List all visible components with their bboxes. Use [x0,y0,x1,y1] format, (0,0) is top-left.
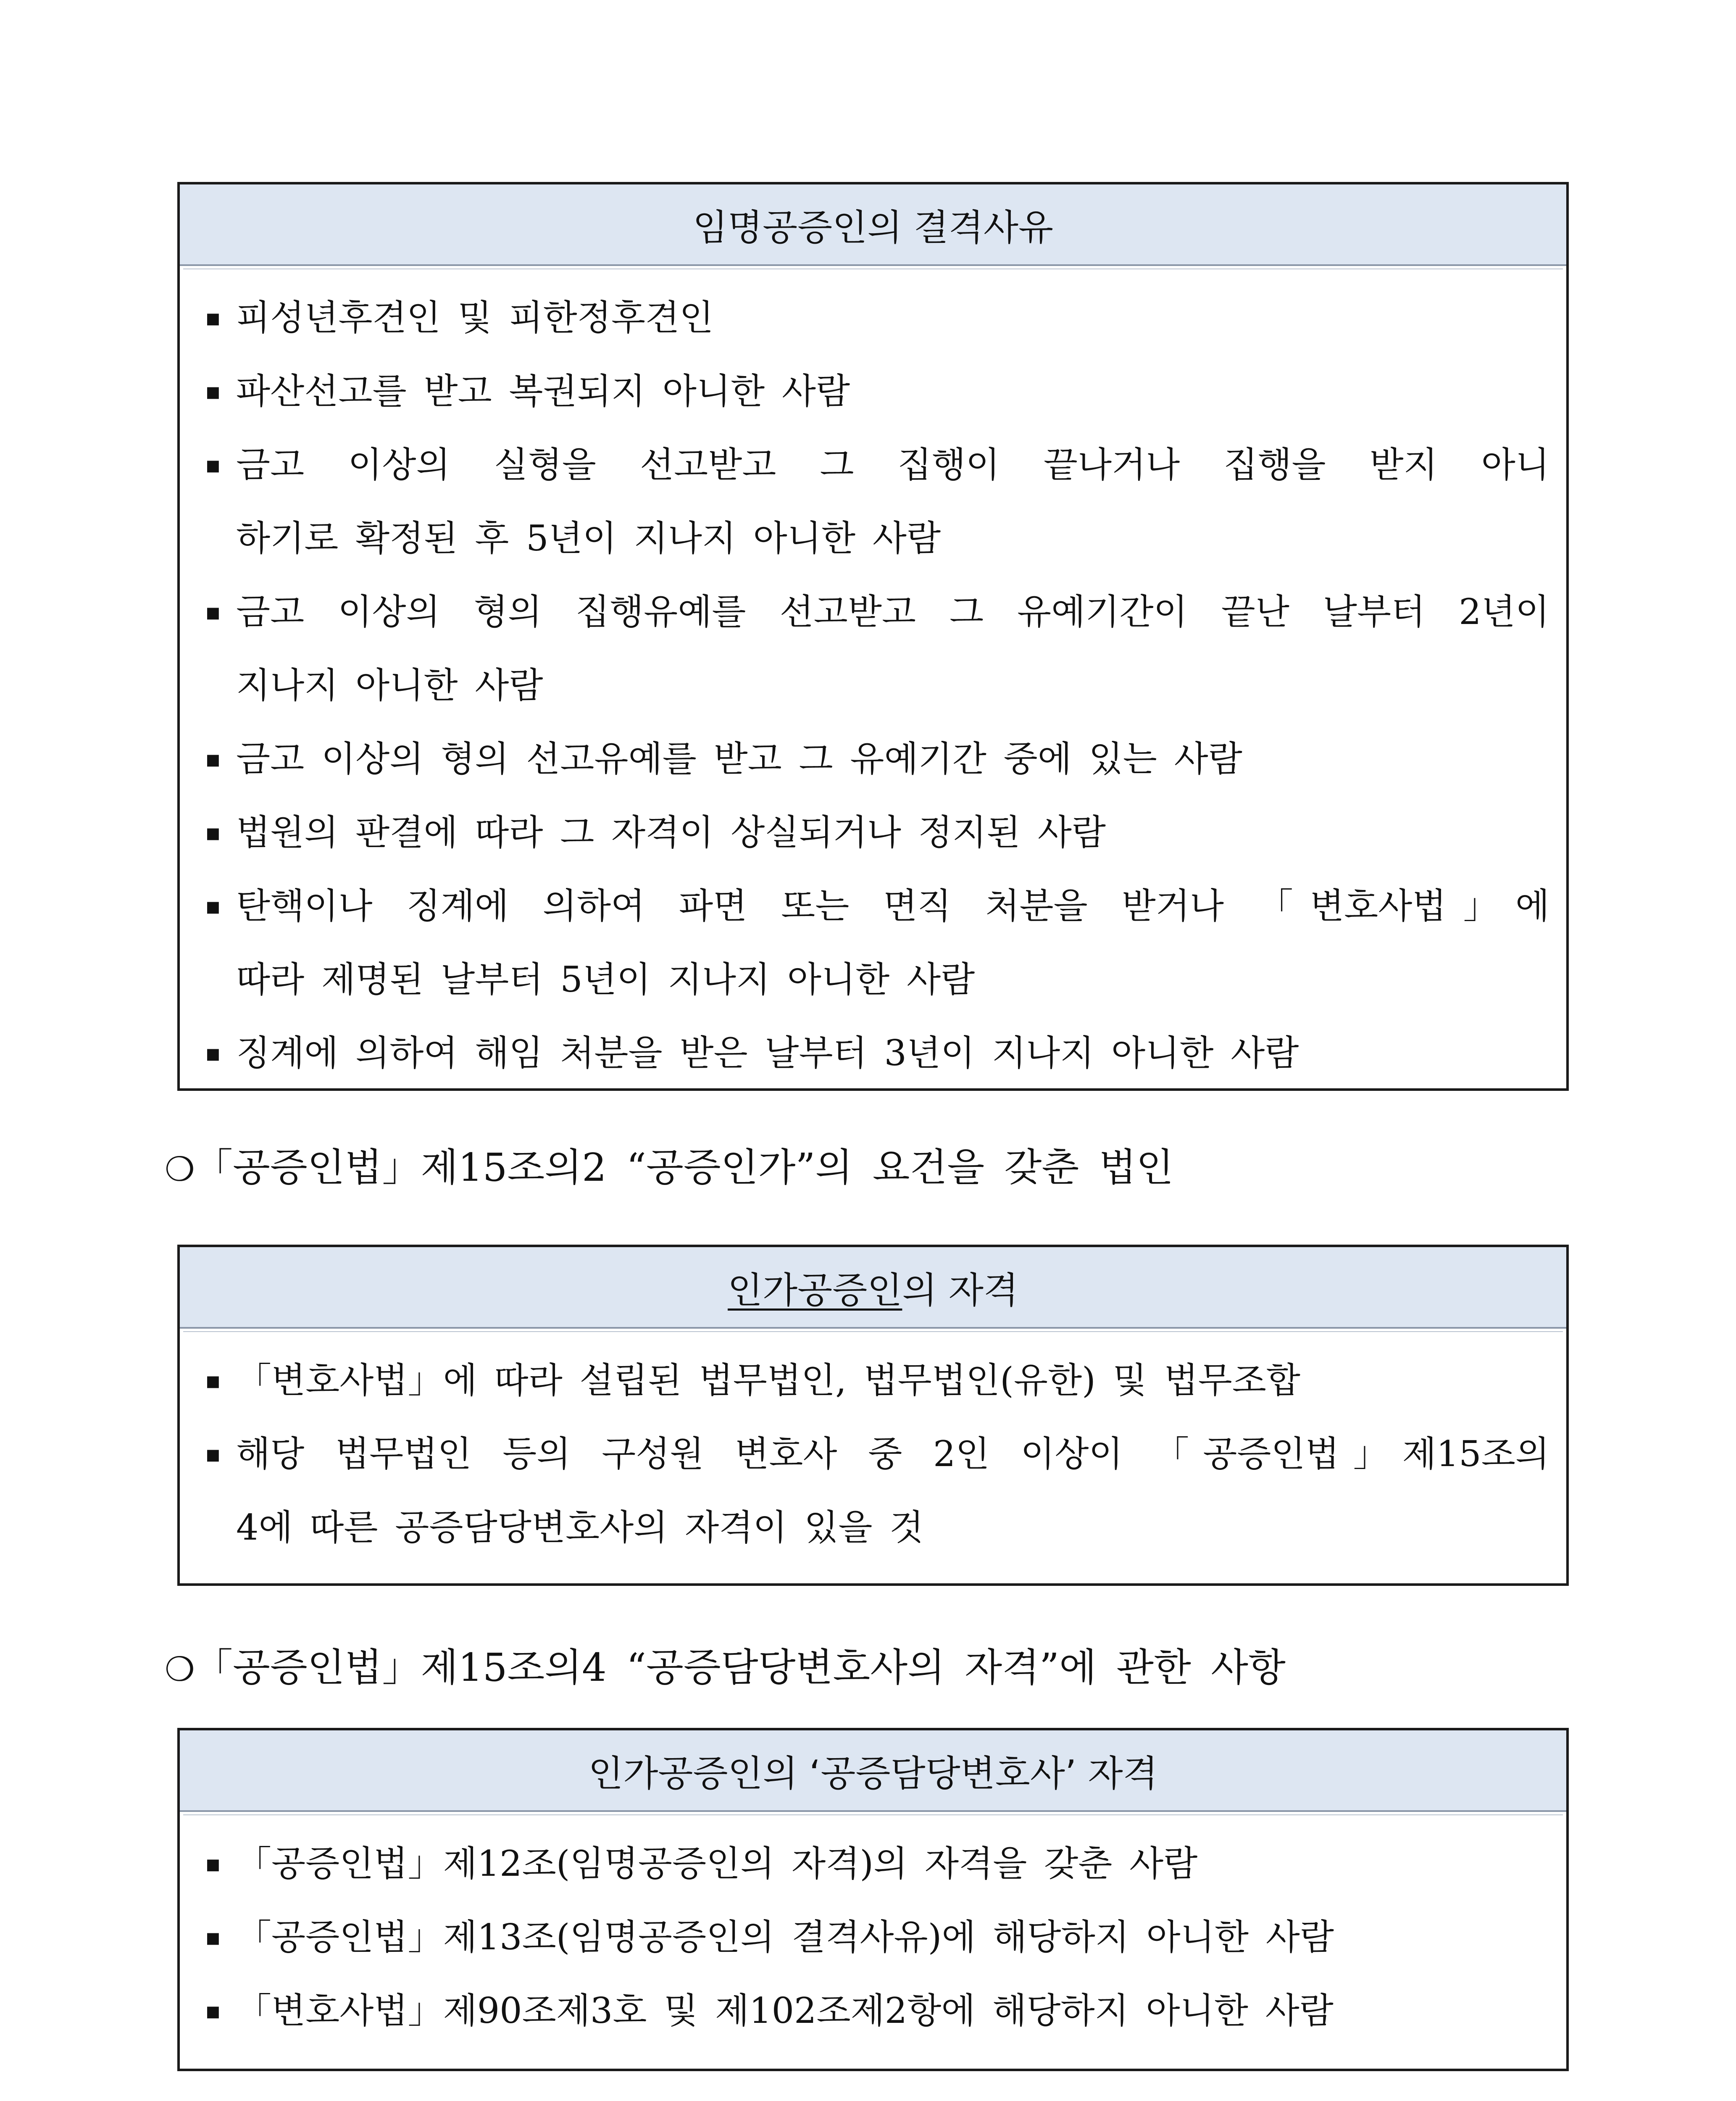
circle-bullet-icon: ❍ [165,1650,195,1689]
bullet-icon: ▪ [205,598,221,626]
list-item [205,1827,1549,1901]
list-item [205,1974,1549,2048]
bullet-icon: ▪ [205,451,221,479]
list-item [205,355,1549,428]
list-item-text: 금고 이상의 형의 집행유예를 선고받고 그 유예기간이 끝난 날부터 2년이 [236,591,1549,632]
list-item [205,281,1549,355]
notary-lawyer-list [180,1812,1566,2048]
qualification-list [180,1329,1566,1564]
list-item-text: 「공증인법」제13조(임명공증인의 결격사유)에 해당하지 아니한 사람 [236,1917,1334,1958]
section-paragraph-2-text: 「공증인법」제15조의4 “공증담당변호사의 자격”에 관한 사항 [194,1645,1286,1690]
list-item-text: 금고 이상의 실형을 선고받고 그 집행이 끝나거나 집행을 받지 아니 [236,444,1549,485]
bullet-icon: ▪ [205,745,221,773]
circle-bullet-icon: ❍ [165,1150,195,1189]
list-item [205,1417,1549,1564]
bullet-icon: ▪ [205,1924,221,1951]
list-item [205,428,1549,575]
disqualification-box [177,182,1569,1091]
list-item-text: 법원의 판결에 따라 그 자격이 상실되거나 정지된 사람 [236,812,1106,853]
list-item-text: 「공증인법」제12조(임명공증인의 자격)의 자격을 갖춘 사람 [236,1843,1198,1884]
list-item-text: 금고 이상의 형의 선고유예를 받고 그 유예기간 중에 있는 사람 [236,738,1242,779]
list-item-text: 하기로 확정된 후 5년이 지나지 아니한 사람 [236,518,941,559]
qualification-box-title [180,1247,1566,1329]
list-item-text: 파산선고를 받고 복권되지 아니한 사람 [236,371,850,412]
bullet-icon: ▪ [205,819,221,846]
list-item [205,1901,1549,1974]
list-item [205,1344,1549,1417]
bullet-icon: ▪ [205,304,221,332]
qualification-box-title-underlined: 인가공증인 [728,1269,902,1311]
qualification-box [177,1245,1569,1586]
list-item [205,722,1549,796]
list-item-text: 따라 제명된 날부터 5년이 지나지 아니한 사람 [236,959,975,1000]
list-item-text: 지나지 아니한 사람 [236,665,543,706]
bullet-icon: ▪ [205,1040,221,1067]
disqualification-list [180,266,1566,1090]
section-paragraph-1 [165,1137,1568,1192]
list-item [205,796,1549,869]
bullet-icon: ▪ [205,1367,221,1394]
list-item-text: 「변호사법」제90조제3호 및 제102조제2항에 해당하지 아니한 사람 [236,1990,1334,2031]
list-item-text: 징계에 의하여 해임 처분을 받은 날부터 3년이 지나지 아니한 사람 [236,1032,1299,1074]
list-item-text: 「변호사법」에 따라 설립된 법무법인, 법무법인(유한) 및 법무조합 [236,1360,1301,1401]
disqualification-box-title: 임명공증인의 결격사유 [180,184,1566,266]
bullet-icon: ▪ [205,1850,221,1877]
notary-lawyer-box-title: 인가공증인의 ‘공증담당변호사’ 자격 [180,1730,1566,1812]
notary-lawyer-box [177,1728,1569,2071]
section-paragraph-1-text: 「공증인법」제15조의2 “공증인가”의 요건을 갖춘 법인 [194,1145,1174,1190]
qualification-box-title-rest: 의 자격 [902,1269,1018,1311]
bullet-icon: ▪ [205,1440,221,1468]
list-item-text: 탄핵이나 징계에 의하여 파면 또는 면직 처분을 받거나 「변호사법」에 [236,885,1549,927]
list-item [205,869,1549,1016]
bullet-icon: ▪ [205,893,221,920]
bullet-icon: ▪ [205,378,221,405]
list-item [205,575,1549,722]
list-item-text: 해당 법무법인 등의 구성원 변호사 중 2인 이상이 「공증인법」제15조의 [236,1433,1549,1474]
list-item-text: 4에 따른 공증담당변호사의 자격이 있을 것 [236,1507,924,1548]
list-item-text: 피성년후견인 및 피한정후견인 [236,297,714,338]
list-item [205,1016,1549,1090]
bullet-icon: ▪ [205,1997,221,2025]
section-paragraph-2 [165,1637,1568,1692]
